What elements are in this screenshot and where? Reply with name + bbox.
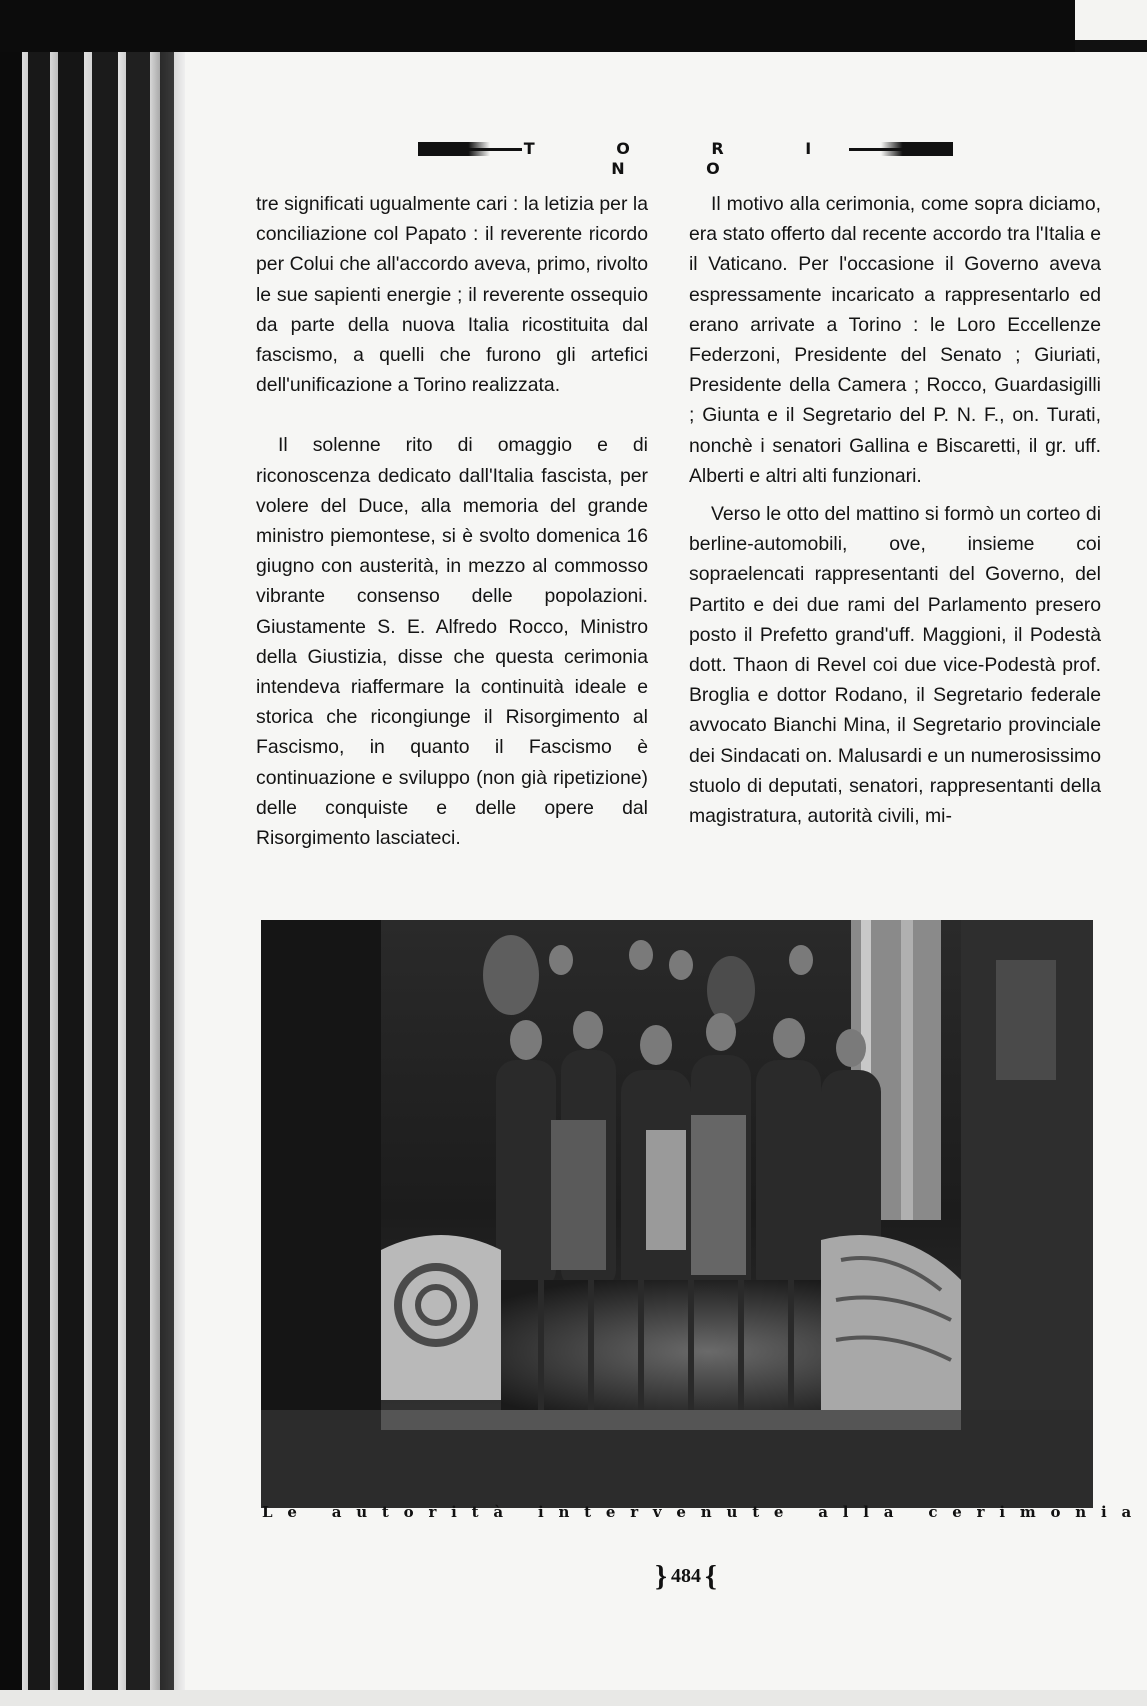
- right-text-column: [689, 189, 1101, 831]
- paragraph: Il motivo alla cerimonia, come sopra diciamo, era stato offerto dal recente accordo tra l'Italia e il Vaticano. Per l'occasione il Governo aveva espressamente incaricato a rappresentarlo ed erano arrivate a Torino : le Loro Eccellenze Federzoni, Presidente del Senato ; Giuriati, Presidente della Camera ; Rocco, Guardasigilli ; Giunta e il Segretario del P. N. F., on. Turati, nonchè i senatori Gallina e Biscaretti, il gr. uff. Alberti e altri alti funzionari.: [689, 193, 1101, 487]
- photo-caption: Le autorità intervenute alla cerimonia: [262, 1503, 1147, 1521]
- running-header: [418, 138, 953, 178]
- ceremony-photograph: [261, 920, 1093, 1508]
- header-ornament-left: [418, 142, 490, 156]
- book-spine-edges: [0, 52, 185, 1702]
- header-ornament-right: [881, 142, 953, 156]
- page-number-value: 484: [671, 1565, 701, 1588]
- paragraph: Verso le otto del mattino si formò un corteo di berline-automobili, ove, insieme coi sopraelencati rappresentanti del Governo, del Partito e dei due rami del Parlamento presero posto il Prefetto grand'uff. Maggioni, il Podestà dott. Thaon di Revel coi due vice-Podestà prof. Broglia e dottor Rodano, il Segretario federale avvocato Bianchi Mina, il Segretario provinciale dei Sindacati on. Malusardi e un numerosissimo stuolo di deputati, senatori, rappresentanti della magistratura, autorità civili, mi-: [689, 503, 1101, 828]
- folio-right-brace: {: [705, 1559, 717, 1593]
- scan-border-top: [0, 0, 1075, 52]
- running-header-title: T O R I N O: [523, 139, 850, 178]
- folio-left-brace: }: [655, 1559, 667, 1593]
- photo-illustration: [261, 920, 1093, 1508]
- paragraph: Il solenne rito di omaggio e di riconoscenza dedicato dall'Italia fascista, per volere del Duce, alla memoria del grande ministro piemontese, si è svolto domenica 16 giugno con austerità, in mezzo al commosso vibrante consenso delle popolazioni. Giustamente S. E. Alfredo Rocco, Ministro della Giustizia, disse che questa cerimonia intendeva riaffermare la continuità ideale e storica che ricongiunge il Risorgimento al Fascismo, in quanto il Fascismo è continuazione e sviluppo (non già ripetizione) delle conquiste e delle opere dal Risorgimento lasciateci.: [256, 434, 648, 850]
- paragraph: tre significati ugualmente cari : la letizia per la conciliazione col Papato : il reverente ricordo per Colui che all'accordo aveva, primo, rivolto le sue sapienti energie ; il reverente ossequio da parte della nuova Italia ricostituita dal fascismo, a quelli che furono gli artefici dell'unificazione a Torino realizzata.: [256, 193, 648, 397]
- scan-border-bottom: [0, 1690, 1147, 1706]
- page-number: [636, 1558, 736, 1592]
- left-text-column: [256, 189, 648, 853]
